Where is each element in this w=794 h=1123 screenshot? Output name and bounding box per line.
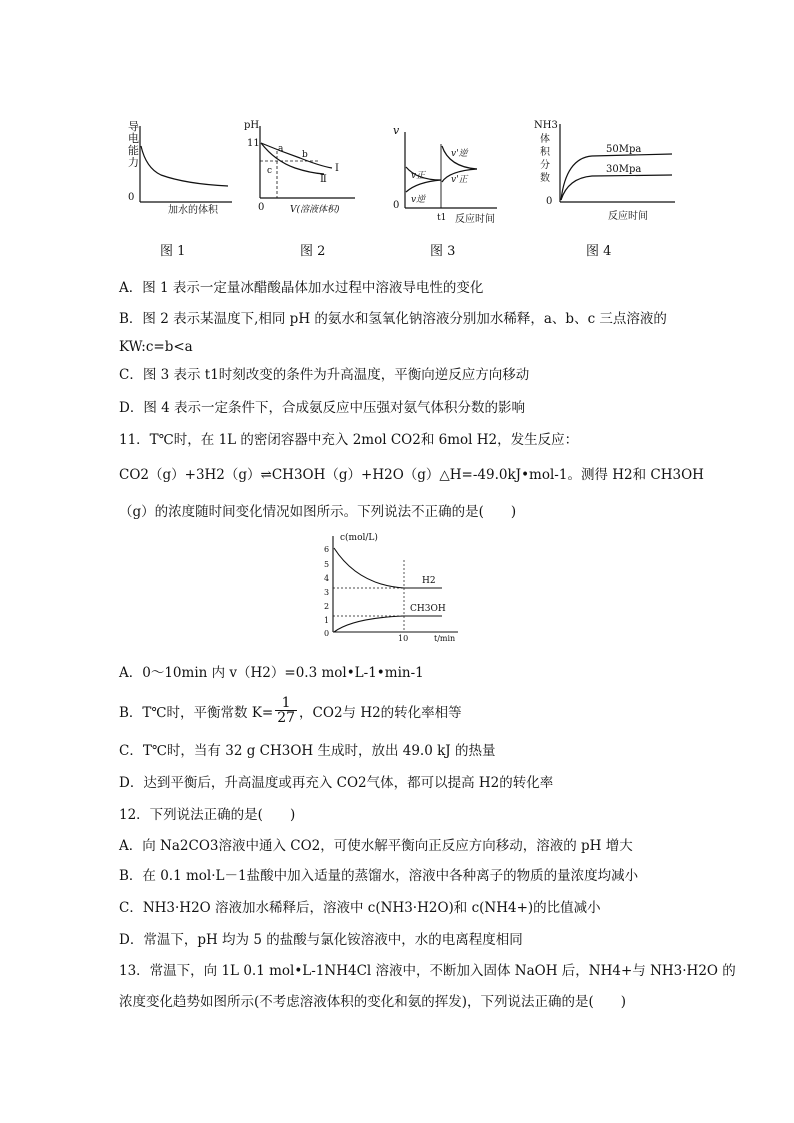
fig2-curve-1-label: I xyxy=(335,163,339,174)
fig3-v-reverse xyxy=(406,180,441,192)
fig3-caption: 图 3 xyxy=(430,244,456,259)
fig2-caption: 图 2 xyxy=(300,244,326,259)
q13-stem-1: 13．常温下，向 1L 0.1 mol•L-1NH4Cl 溶液中，不断加入固体 NaOH 后，NH4+与 NH3·H2O 的 xyxy=(119,963,736,979)
fig4-origin: 0 xyxy=(546,196,553,207)
q12-stem: 12．下列说法正确的是( ) xyxy=(119,807,296,823)
fig1-xlabel: 加水的体积 xyxy=(168,205,218,216)
fig3-origin: 0 xyxy=(393,200,400,211)
fig3-t1-label: t1 xyxy=(437,213,447,223)
fig5-y-tick-1: 1 xyxy=(324,616,330,625)
q11-option-c: C．T℃时，当有 32 g CH3OH 生成时，放出 49.0 kJ 的热量 xyxy=(119,743,496,759)
fig5-ch3oh-curve xyxy=(334,616,442,632)
fig5-y-tick-3: 3 xyxy=(324,588,330,597)
fig4-curve-30 xyxy=(561,175,672,200)
q11-stem-3: （g）的浓度随时间变化情况如图所示。下列说法不正确的是( ) xyxy=(119,504,517,520)
fig2-curve-2-label: Ⅱ xyxy=(320,174,327,185)
fig4-ylabel-1: 体 xyxy=(540,134,550,145)
fig5-y-tick-4: 4 xyxy=(324,574,330,583)
fig1-curve xyxy=(141,146,228,186)
q13-stem-2: 浓度变化趋势如图所示(不考虑溶液体积的变化和氨的挥发)，下列说法正确的是( ) xyxy=(119,994,627,1010)
fig4-series-50-label: 50Mpa xyxy=(606,144,642,155)
q11-option-b xyxy=(119,696,462,725)
fraction xyxy=(275,696,297,725)
fig4-caption: 图 4 xyxy=(586,244,612,259)
fig2-ylabel: pH xyxy=(244,120,260,131)
fig4-ylabel-3: 分 xyxy=(540,160,550,171)
figure-3 xyxy=(385,122,510,226)
fig2-origin: 0 xyxy=(258,202,265,213)
figure-4 xyxy=(530,116,680,224)
fig5-xlabel: t/min xyxy=(434,634,456,642)
q12-option-a: A．向 Na2CO3溶液中通入 CO2，可使水解平衡向正反应方向移动，溶液的 pH 增大 xyxy=(119,838,633,854)
fig3-v-forward-prime-label: v'正 xyxy=(451,175,468,185)
fraction-denominator: 27 xyxy=(277,710,296,726)
fig4-ylabel-top: NH3 xyxy=(534,120,558,131)
q11-option-b-pre: B．T℃时，平衡常数 K= xyxy=(119,704,274,721)
fig4-ylabel-4: 数 xyxy=(540,173,550,184)
fig3-v-reverse-label: v逆 xyxy=(411,195,426,205)
fig4-xlabel: 反应时间 xyxy=(608,211,648,222)
figure-5 xyxy=(318,530,468,642)
fig2-point-a: a xyxy=(278,144,284,154)
fig5-y-tick-6: 6 xyxy=(324,545,330,554)
fig1-origin: 0 xyxy=(128,192,135,203)
fig1-caption: 图 1 xyxy=(160,244,186,259)
q12-option-d: D．常温下，pH 均为 5 的盐酸与氯化铵溶液中，水的电离程度相同 xyxy=(119,932,523,948)
fraction-numerator: 1 xyxy=(281,695,291,711)
q11-option-b-post: ，CO2与 H2的转化率相等 xyxy=(299,704,462,721)
q10-option-a: A．图 1 表示一定量冰醋酸晶体加水过程中溶液导电性的变化 xyxy=(119,280,484,296)
q11-option-d: D．达到平衡后，升高温度或再充入 CO2气体，都可以提高 H2的转化率 xyxy=(119,775,554,791)
figure-2 xyxy=(240,116,365,220)
q10-option-d: D．图 4 表示一定条件下，合成氨反应中压强对氨气体积分数的影响 xyxy=(119,400,525,416)
fig3-xlabel: 反应时间 xyxy=(455,214,495,225)
fig1-ylabel-2: 电 xyxy=(128,132,139,145)
fig3-v-forward-label: v正 xyxy=(411,171,426,181)
q12-option-b: B．在 0.1 mol·L－1盐酸中加入适量的蒸馏水，溶液中各种离子的物质的量浓度均减小 xyxy=(119,868,639,884)
fig5-y-tick-5: 5 xyxy=(324,560,330,569)
fig5-y-tick-0: 0 xyxy=(324,629,330,638)
q10-option-b-cont: KW:c=b<a xyxy=(119,339,193,355)
fig3-v-reverse-prime-label: v'逆 xyxy=(451,149,468,159)
fig2-y-tick: 11 xyxy=(247,138,260,149)
fig4-series-30-label: 30Mpa xyxy=(606,164,642,175)
fig5-ch3oh-label: CH3OH xyxy=(410,604,446,614)
figure-1 xyxy=(116,118,236,218)
fig4-ylabel-2: 积 xyxy=(540,147,550,158)
fig1-ylabel-3: 能 xyxy=(128,144,139,157)
q10-option-b: B．图 2 表示某温度下,相同 pH 的氨水和氢氧化钠溶液分别加水稀释，a、b、c 三点溶液的 xyxy=(119,311,667,327)
fig5-x-tick-10: 10 xyxy=(398,634,409,642)
fig2-xlabel: V(溶液体积) xyxy=(290,205,340,215)
fig5-h2-label: H2 xyxy=(422,576,436,586)
fig3-ylabel: v xyxy=(393,124,400,137)
fig4-curve-50 xyxy=(561,154,672,200)
fig1-ylabel-1: 导 xyxy=(128,120,139,133)
q10-option-c: C．图 3 表示 t1时刻改变的条件为升高温度，平衡向逆反应方向移动 xyxy=(119,367,530,383)
fig2-point-c: c xyxy=(267,166,273,176)
fig5-y-tick-2: 2 xyxy=(324,602,330,611)
q12-option-c: C．NH3·H2O 溶液加水稀释后，溶液中 c(NH3·H2O)和 c(NH4+)的比值减小 xyxy=(119,900,601,916)
fig2-point-b: b xyxy=(302,150,308,160)
q11-stem-2: CO2（g）+3H2（g）⇌CH3OH（g）+H2O（g）△H=-49.0kJ•mol-1。测得 H2和 CH3OH xyxy=(119,467,704,483)
q11-stem-1: 11．T℃时，在 1L 的密闭容器中充入 2mol CO2和 6mol H2，发生反应： xyxy=(119,432,579,448)
fig5-ylabel: c(mol/L) xyxy=(340,533,378,543)
fig2-curve-1 xyxy=(261,143,332,168)
q11-option-a: A．0～10min 内 v（H2）=0.3 mol•L-1•min-1 xyxy=(119,665,424,681)
fig1-ylabel-4: 力 xyxy=(128,156,139,169)
